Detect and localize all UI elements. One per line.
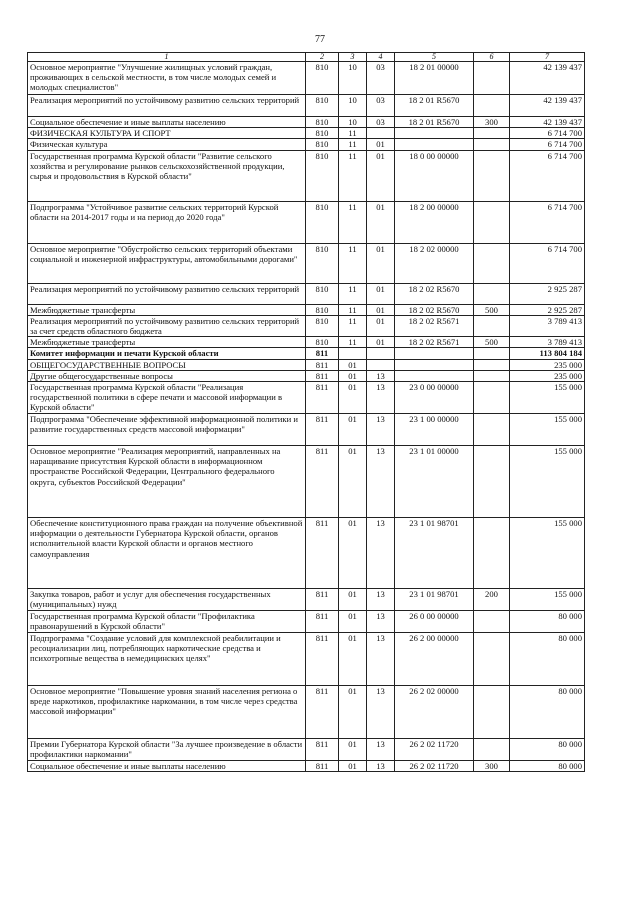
row-vr (474, 359, 510, 370)
row-csr: 23 1 01 00000 (395, 446, 474, 518)
table-row (28, 139, 585, 150)
row-ved: 810 (306, 201, 339, 243)
row-podrazdel: 13 (367, 589, 395, 611)
row-csr: 23 1 00 00000 (395, 414, 474, 446)
row-csr: 18 2 01 R5670 (395, 117, 474, 128)
table-row (28, 283, 585, 304)
row-vr (474, 150, 510, 201)
table-row (28, 589, 585, 611)
row-ved: 810 (306, 337, 339, 348)
row-razdel: 01 (339, 414, 367, 446)
row-ved: 810 (306, 315, 339, 336)
row-vr (474, 370, 510, 381)
row-ved: 811 (306, 359, 339, 370)
table-row (28, 446, 585, 518)
row-vr (474, 382, 510, 414)
row-vr (474, 139, 510, 150)
row-csr: 18 2 02 R5671 (395, 315, 474, 336)
row-razdel: 11 (339, 304, 367, 315)
row-podrazdel: 01 (367, 315, 395, 336)
table-row (28, 95, 585, 117)
row-vr (474, 128, 510, 139)
row-podrazdel: 13 (367, 761, 395, 772)
row-razdel: 01 (339, 633, 367, 686)
row-name: Основное мероприятие "Повышение уровня знаний населения региона о вреде наркотиков, профилактике наркомании, в том числе через средства массовой информации" (28, 686, 306, 739)
row-ved: 811 (306, 446, 339, 518)
row-name: Основное мероприятие "Обустройство сельских территорий объектами социальной и инженерной инфраструктуры, автомобильными дорогами" (28, 243, 306, 283)
table-row (28, 414, 585, 446)
row-ved: 811 (306, 739, 339, 761)
row-name: Премии Губернатора Курской области "За лучшее произведение в области профилактики наркомании" (28, 739, 306, 761)
row-csr: 18 2 02 R5670 (395, 304, 474, 315)
row-ved: 811 (306, 382, 339, 414)
row-sum: 235 000 (510, 359, 585, 370)
row-ved: 811 (306, 633, 339, 686)
row-sum: 80 000 (510, 739, 585, 761)
row-sum: 235 000 (510, 370, 585, 381)
table-row (28, 611, 585, 633)
row-ved: 810 (306, 62, 339, 95)
row-name: Обеспечение конституционного права граждан на получение объективной информации о деятельности Губернатора Курской области, органов исполнительной власти Курской области и органов местного самоуправления (28, 518, 306, 589)
row-vr (474, 62, 510, 95)
row-sum: 80 000 (510, 761, 585, 772)
row-razdel: 01 (339, 359, 367, 370)
row-sum: 155 000 (510, 446, 585, 518)
row-sum: 6 714 700 (510, 201, 585, 243)
row-name: Закупка товаров, работ и услуг для обеспечения государственных (муниципальных) нужд (28, 589, 306, 611)
row-sum: 80 000 (510, 686, 585, 739)
row-podrazdel: 13 (367, 518, 395, 589)
table-header-row (28, 53, 585, 62)
row-razdel: 11 (339, 315, 367, 336)
row-razdel: 01 (339, 589, 367, 611)
row-name: Государственная программа Курской области "Реализация государственной политики в сфере печати и массовой информации в Курской области" (28, 382, 306, 414)
row-name: Межбюджетные трансферты (28, 304, 306, 315)
row-name: Государственная программа Курской области "Развитие сельского хозяйства и регулирование рынков сельскохозяйственной продукции, сырья и продовольствия в Курской области" (28, 150, 306, 201)
row-csr: 23 0 00 00000 (395, 382, 474, 414)
table-row (28, 359, 585, 370)
row-name: Другие общегосударственные вопросы (28, 370, 306, 381)
row-csr: 26 0 00 00000 (395, 611, 474, 633)
row-sum: 155 000 (510, 414, 585, 446)
column-header-4: 4 (367, 53, 395, 62)
column-header-5: 5 (395, 53, 474, 62)
row-razdel: 01 (339, 518, 367, 589)
row-csr (395, 139, 474, 150)
row-vr (474, 243, 510, 283)
row-vr: 300 (474, 761, 510, 772)
row-vr (474, 95, 510, 117)
row-csr (395, 128, 474, 139)
table-row (28, 337, 585, 348)
row-ved: 811 (306, 761, 339, 772)
table-row (28, 382, 585, 414)
row-ved: 810 (306, 243, 339, 283)
row-razdel: 01 (339, 739, 367, 761)
row-razdel: 11 (339, 139, 367, 150)
row-podrazdel: 01 (367, 304, 395, 315)
row-razdel (339, 348, 367, 359)
column-header-1: 1 (28, 53, 306, 62)
row-sum: 6 714 700 (510, 128, 585, 139)
row-name: Подпрограмма "Устойчивое развитие сельских территорий Курской области на 2014-2017 годы и на период до 2020 года" (28, 201, 306, 243)
row-name: Физическая культура (28, 139, 306, 150)
row-ved: 811 (306, 589, 339, 611)
row-vr (474, 446, 510, 518)
row-csr: 18 2 02 R5671 (395, 337, 474, 348)
row-csr: 26 2 02 00000 (395, 686, 474, 739)
row-ved: 811 (306, 686, 339, 739)
row-razdel: 01 (339, 370, 367, 381)
row-razdel: 11 (339, 128, 367, 139)
row-csr: 18 2 01 R5670 (395, 95, 474, 117)
page-number: 77 (315, 34, 325, 45)
row-podrazdel: 13 (367, 739, 395, 761)
row-csr: 18 0 00 00000 (395, 150, 474, 201)
row-csr (395, 359, 474, 370)
row-csr: 23 1 01 98701 (395, 589, 474, 611)
row-name: Подпрограмма "Обеспечение эффективной информационной политики и развитие государственных средств массовой информации" (28, 414, 306, 446)
row-podrazdel: 13 (367, 446, 395, 518)
row-ved: 810 (306, 128, 339, 139)
table-row (28, 201, 585, 243)
row-vr (474, 518, 510, 589)
row-podrazdel: 13 (367, 633, 395, 686)
row-podrazdel (367, 348, 395, 359)
row-csr (395, 370, 474, 381)
table-row (28, 739, 585, 761)
table-row (28, 128, 585, 139)
row-podrazdel: 13 (367, 611, 395, 633)
row-podrazdel (367, 128, 395, 139)
row-razdel: 01 (339, 446, 367, 518)
row-sum: 6 714 700 (510, 150, 585, 201)
row-podrazdel: 01 (367, 201, 395, 243)
row-podrazdel: 13 (367, 382, 395, 414)
row-vr: 300 (474, 117, 510, 128)
row-ved: 810 (306, 304, 339, 315)
row-ved: 810 (306, 150, 339, 201)
row-sum: 3 789 413 (510, 315, 585, 336)
row-name: Реализация мероприятий по устойчивому развитию сельских территорий (28, 95, 306, 117)
row-razdel: 01 (339, 611, 367, 633)
table-body (28, 62, 585, 772)
row-razdel: 11 (339, 150, 367, 201)
row-vr: 200 (474, 589, 510, 611)
row-vr: 500 (474, 337, 510, 348)
row-vr (474, 611, 510, 633)
row-name: Комитет информации и печати Курской области (28, 348, 306, 359)
column-header-6: 6 (474, 53, 510, 62)
row-podrazdel: 13 (367, 370, 395, 381)
row-razdel: 01 (339, 686, 367, 739)
row-vr (474, 686, 510, 739)
row-sum: 2 925 287 (510, 304, 585, 315)
row-name: Государственная программа Курской области "Профилактика правонарушений в Курской области" (28, 611, 306, 633)
row-ved: 810 (306, 95, 339, 117)
row-podrazdel: 01 (367, 139, 395, 150)
table-row (28, 117, 585, 128)
row-sum: 6 714 700 (510, 139, 585, 150)
row-podrazdel: 01 (367, 150, 395, 201)
row-csr: 26 2 02 11720 (395, 761, 474, 772)
row-vr: 500 (474, 304, 510, 315)
row-razdel: 10 (339, 117, 367, 128)
row-sum: 80 000 (510, 611, 585, 633)
row-podrazdel: 03 (367, 95, 395, 117)
row-ved: 811 (306, 518, 339, 589)
row-sum: 155 000 (510, 518, 585, 589)
row-razdel: 10 (339, 62, 367, 95)
table-row (28, 62, 585, 95)
row-vr (474, 315, 510, 336)
row-podrazdel: 01 (367, 243, 395, 283)
table-row (28, 686, 585, 739)
row-vr (474, 739, 510, 761)
row-name: Реализация мероприятий по устойчивому развитию сельских территорий за счет средств областного бюджета (28, 315, 306, 336)
row-name: ОБЩЕГОСУДАРСТВЕННЫЕ ВОПРОСЫ (28, 359, 306, 370)
row-csr: 26 2 02 11720 (395, 739, 474, 761)
row-sum: 155 000 (510, 382, 585, 414)
row-ved: 810 (306, 283, 339, 304)
table-row (28, 304, 585, 315)
row-sum: 3 789 413 (510, 337, 585, 348)
row-ved: 811 (306, 414, 339, 446)
row-name: Основное мероприятие "Улучшение жилищных условий граждан, проживающих в сельской местности, в том числе молодых семей и молодых специалистов" (28, 62, 306, 95)
table-row (28, 243, 585, 283)
budget-table (27, 52, 585, 772)
table-row (28, 150, 585, 201)
row-csr: 23 1 01 98701 (395, 518, 474, 589)
row-vr (474, 633, 510, 686)
row-sum: 113 804 184 (510, 348, 585, 359)
row-ved: 811 (306, 348, 339, 359)
row-csr (395, 348, 474, 359)
row-ved: 811 (306, 370, 339, 381)
row-sum: 42 139 437 (510, 62, 585, 95)
row-csr: 26 2 00 00000 (395, 633, 474, 686)
row-sum: 2 925 287 (510, 283, 585, 304)
row-csr: 18 2 02 R5670 (395, 283, 474, 304)
row-name: Социальное обеспечение и иные выплаты населению (28, 117, 306, 128)
table-row (28, 315, 585, 336)
table-row (28, 761, 585, 772)
row-vr (474, 348, 510, 359)
row-razdel: 01 (339, 761, 367, 772)
row-ved: 810 (306, 139, 339, 150)
row-csr: 18 2 02 00000 (395, 243, 474, 283)
row-csr: 18 2 00 00000 (395, 201, 474, 243)
row-podrazdel: 01 (367, 337, 395, 348)
row-sum: 42 139 437 (510, 117, 585, 128)
row-podrazdel (367, 359, 395, 370)
row-name: Подпрограмма "Создание условий для комплексной реабилитации и ресоциализации лиц, потребляющих наркотические средства и психотропные вещества в немедицинских целях" (28, 633, 306, 686)
row-razdel: 11 (339, 337, 367, 348)
row-name: ФИЗИЧЕСКАЯ КУЛЬТУРА И СПОРТ (28, 128, 306, 139)
row-name: Социальное обеспечение и иные выплаты населению (28, 761, 306, 772)
row-sum: 80 000 (510, 633, 585, 686)
table-row (28, 633, 585, 686)
row-razdel: 11 (339, 201, 367, 243)
row-name: Основное мероприятие "Реализация мероприятий, направленных на наращивание присутствия Курской области в информационном пространстве Российской Федерации, Центрального федерального округа, субъектов Российской Федерации" (28, 446, 306, 518)
row-ved: 810 (306, 117, 339, 128)
row-razdel: 11 (339, 283, 367, 304)
column-header-3: 3 (339, 53, 367, 62)
row-vr (474, 414, 510, 446)
column-header-2: 2 (306, 53, 339, 62)
row-podrazdel: 01 (367, 283, 395, 304)
row-razdel: 01 (339, 382, 367, 414)
column-header-7: 7 (510, 53, 585, 62)
row-name: Межбюджетные трансферты (28, 337, 306, 348)
row-podrazdel: 13 (367, 686, 395, 739)
table-row (28, 348, 585, 359)
row-ved: 811 (306, 611, 339, 633)
row-podrazdel: 03 (367, 62, 395, 95)
row-vr (474, 201, 510, 243)
row-name: Реализация мероприятий по устойчивому развитию сельских территорий (28, 283, 306, 304)
row-csr: 18 2 01 00000 (395, 62, 474, 95)
table-row (28, 518, 585, 589)
row-sum: 6 714 700 (510, 243, 585, 283)
row-razdel: 11 (339, 243, 367, 283)
row-sum: 42 139 437 (510, 95, 585, 117)
row-razdel: 10 (339, 95, 367, 117)
row-podrazdel: 03 (367, 117, 395, 128)
row-sum: 155 000 (510, 589, 585, 611)
table-row (28, 370, 585, 381)
row-podrazdel: 13 (367, 414, 395, 446)
row-vr (474, 283, 510, 304)
